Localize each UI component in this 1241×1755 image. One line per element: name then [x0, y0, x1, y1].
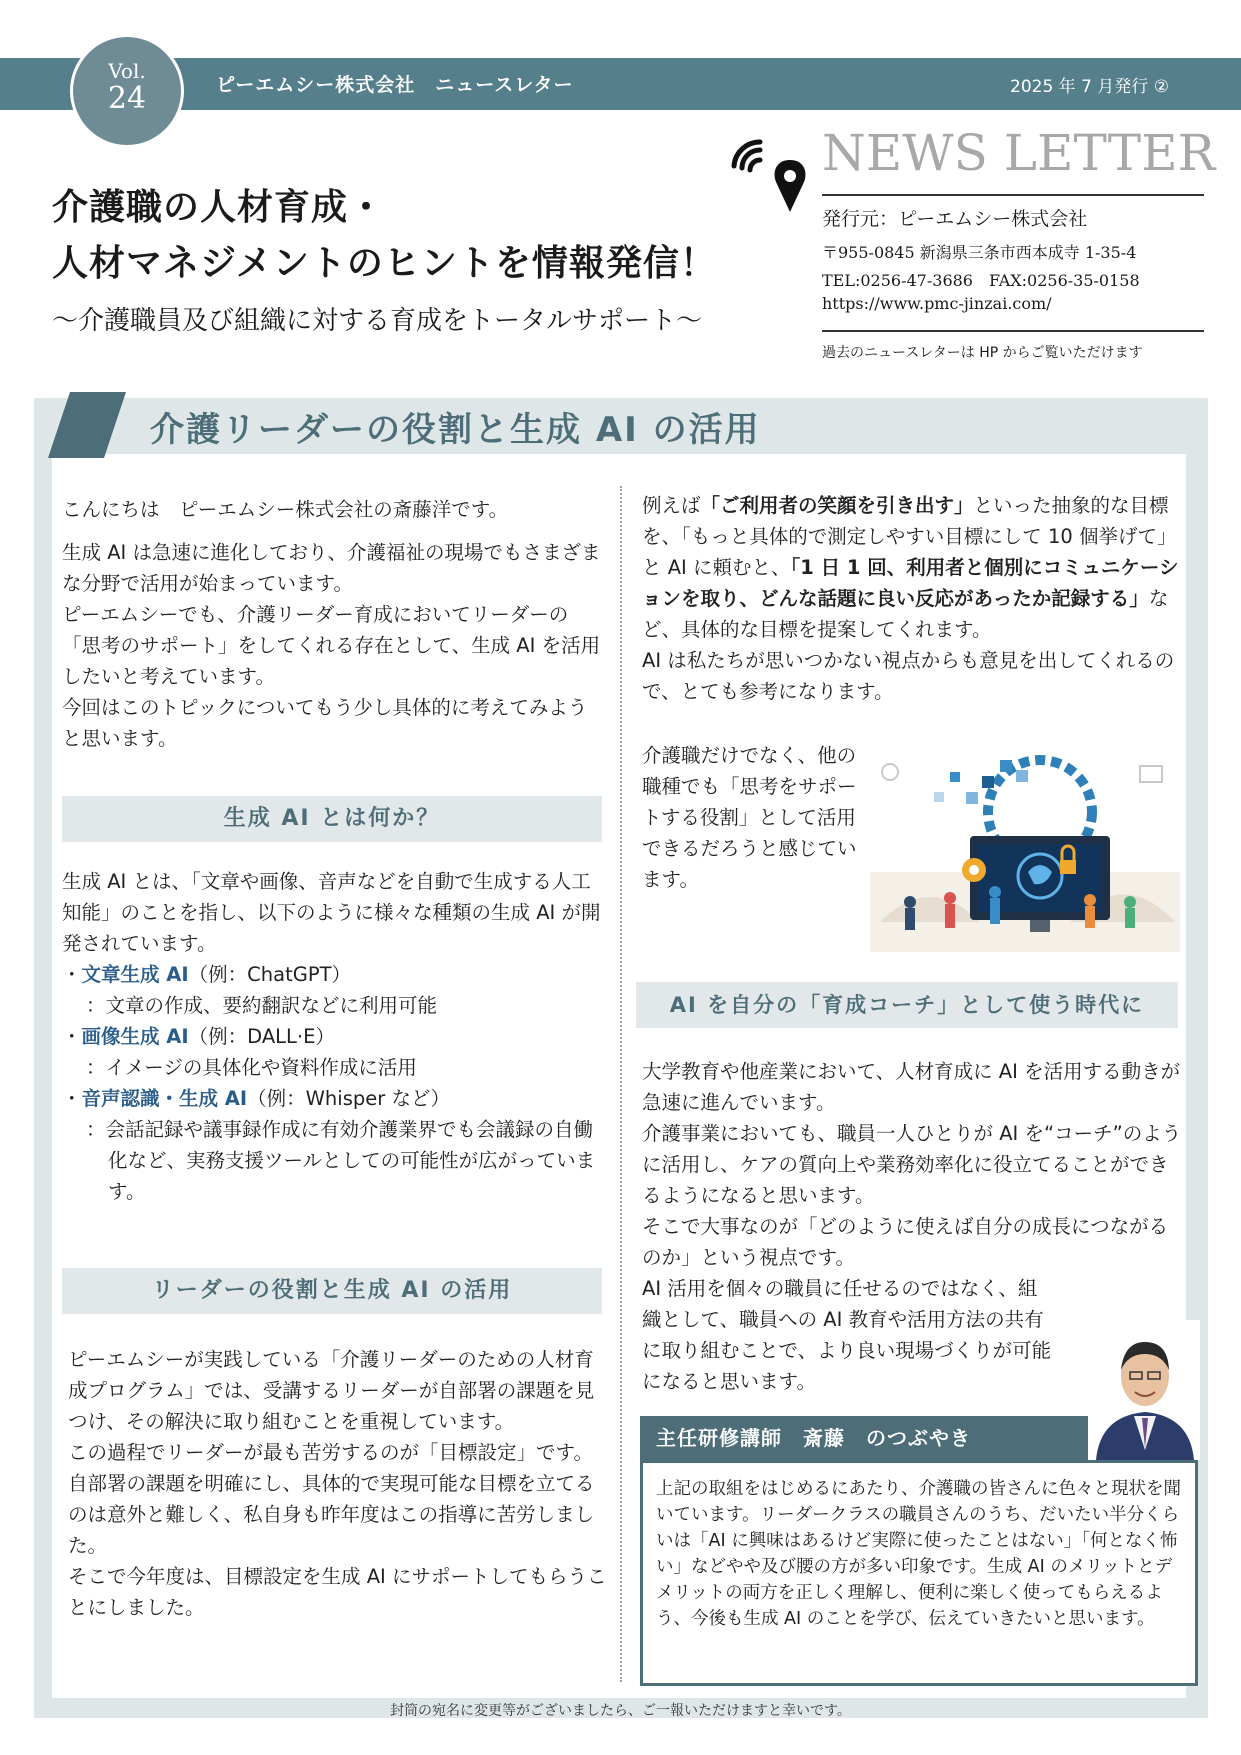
section3-paragraph-2: 介護事業においても、職員一人ひとりが AI を“コーチ”のように活用し、ケアの質向上や業務効率化に役立てることができるようになると思います。: [642, 1122, 1182, 1207]
company-newsletter-title: ピーエムシー株式会社 ニュースレター: [216, 74, 574, 96]
intro-block: [62, 494, 602, 754]
section3-paragraph-3: そこで大事なのが「どのように使えば自分の成長につながるのか」という視点です。: [642, 1215, 1169, 1269]
newsletter-title: NEWS LETTER: [822, 124, 1216, 182]
ai-type-example: （例：Whisper など）: [247, 1087, 450, 1110]
section-heading-ai-coach: AI を自分の「育成コーチ」として使う時代に: [636, 982, 1178, 1028]
main-headline: [52, 180, 717, 292]
publisher: 発行元：ピーエムシー株式会社: [822, 208, 1088, 230]
ai-type-example: （例：DALL·E）: [188, 1025, 335, 1048]
past-issues-note: 過去のニュースレターは HP からご覧いただけます: [822, 345, 1143, 361]
section-heading-what-is-ai: 生成 AI とは何か？: [62, 796, 602, 842]
ai-type-example: （例：ChatGPT）: [188, 963, 352, 986]
bullet: ・: [62, 963, 82, 986]
banner-accent-shape: [48, 392, 126, 458]
article-title: 介護リーダーの役割と生成 AI の活用: [150, 410, 761, 450]
volume-badge: [70, 34, 184, 148]
ai-type-name: 音声認識・生成 AI: [81, 1087, 248, 1110]
headline-line-2: 人材マネジメントのヒントを情報発信！: [52, 243, 717, 284]
newsletter-rule-top: [822, 194, 1204, 196]
section3-paragraph-4: AI 活用を個々の職員に任せるのではなく、組織として、職員への AI 教育や活用方法の共有に取り組むことで、より良い現場づくりが可能になると思います。: [642, 1277, 1052, 1393]
bullet: ・: [62, 1025, 82, 1048]
ai-type-description: ：イメージの具体化や資料作成に活用: [86, 1056, 417, 1079]
tweet-text: 上記の取組をはじめるにあたり、介護職の皆さんに色々と現状を聞いています。リーダークラスの職員さんのうち、だいたい半分くらいは「AI に興味はあるけど実際に使ったことはない」「何となく怖い」などやや及び腰の方が多い印象です。生成 AI のメリットとデメリットの両方を正しく理解し、便利に楽しく使ってもらえるよう、今後も生成 AI のことを学び、伝えていきたいと思います。: [656, 1479, 1181, 1629]
footer-note: 封筒の宛名に変更等がございましたら、ご一報いただけますと幸いです。: [390, 1703, 851, 1719]
goal-example-paragraph: [642, 490, 1182, 645]
wifi-location-icon: [728, 136, 812, 216]
speaker-portrait: [1090, 1320, 1200, 1460]
headline-subline: ～介護職員及び組織に対する育成をトータルサポート～: [52, 306, 703, 336]
section1-body: [62, 866, 602, 1207]
issue-date: 2025 年 7 月発行 ②: [1010, 77, 1169, 97]
intro-greeting: こんにちは ピーエムシー株式会社の斎藤洋です。: [62, 498, 509, 521]
section2-paragraph-1: ピーエムシーが実践している「介護リーダーのための人材育成プログラム」では、受講するリーダーが自部署の課題を見つけ、その解決に取り組むことを重視しています。: [68, 1348, 595, 1433]
list-item: [62, 1083, 602, 1114]
address: 〒955-0845 新潟県三条市西本成寺 1-35-4: [822, 243, 1137, 262]
ai-type-name: 文章生成 AI: [81, 963, 189, 986]
section1-lead: 生成 AI とは、「文章や画像、音声などを自動で生成する人工知能」のことを指し、以下のように様々な種類の生成 AI が開発されています。: [62, 870, 601, 955]
other-jobs-paragraph: 介護職だけでなく、他の職種でも「思考をサポートする役割」として活用できるだろうと感じています。: [642, 744, 857, 891]
ai-type-name: 画像生成 AI: [81, 1025, 189, 1048]
bullet: ・: [62, 1087, 82, 1110]
text-run: といった抽象的な目標を、「もっと具体的で測定しやすい目標にして 10 個挙げて」と AI に頼むと、: [642, 494, 1177, 579]
section-heading-leader-role: リーダーの役割と生成 AI の活用: [62, 1268, 602, 1314]
volume-number: 24: [107, 81, 147, 116]
right-top-body: [642, 490, 1182, 707]
text-run: など、具体的な目標を提案してくれます。: [642, 587, 1169, 641]
tel-fax: TEL:0256-47-3686 FAX:0256-35-0158: [822, 271, 1140, 290]
section2-paragraph-2: この過程でリーダーが最も苦労するのが「目標設定」です。自部署の課題を明確にし、具体的で実現可能な目標を立てるのは意外と難しく、私自身も昨年度はこの指導に苦労しました。: [68, 1441, 595, 1557]
website-url[interactable]: https://www.pmc-jinzai.com/: [822, 294, 1052, 313]
ai-type-description: ：文章の作成、要約翻訳などに利用可能: [86, 994, 438, 1017]
section2-paragraph-3: そこで今年度は、目標設定を生成 AI にサポートしてもらうことにしました。: [68, 1565, 607, 1619]
emphasis-abstract-goal: 「ご利用者の笑顔を引き出す」: [700, 494, 974, 517]
intro-paragraph-2: ピーエムシーでも、介護リーダー育成においてリーダーの「思考のサポート」をしてくれる存在として、生成 AI を活用したいと考えています。: [62, 603, 601, 688]
ai-brain-illustration: [870, 752, 1180, 952]
list-item: [62, 1021, 602, 1052]
tweet-heading: 主任研修講師 斎藤 のつぶやき: [640, 1416, 1088, 1460]
emphasis-concrete-goal: 「1 日 1 回、利用者と個別にコミュニケーションを取り、どんな話題に良い反応があったか記録する」: [642, 556, 1179, 610]
intro-paragraph-1: 生成 AI は急速に進化しており、介護福祉の現場でもさまざまな分野で活用が始まっています。: [62, 541, 601, 595]
ai-perspective-paragraph: AI は私たちが思いつかない視点からも意見を出してくれるので、とても参考になります。: [642, 649, 1175, 703]
volume-label: Vol.: [108, 59, 146, 83]
section2-body: [68, 1344, 608, 1623]
section3-paragraph-1: 大学教育や他産業において、人材育成に AI を活用する動きが急速に進んでいます。: [642, 1060, 1181, 1114]
headline-line-1: 介護職の人材育成・: [52, 187, 386, 228]
list-item: [62, 959, 602, 990]
text-run: 例えば: [642, 494, 701, 517]
column-divider: [620, 486, 622, 1682]
newsletter-rule-bottom: [822, 330, 1204, 332]
ai-type-description: ：会話記録や議事録作成に有効介護業界でも会議録の自働化など、実務支援ツールとしての可能性が広がっています。: [86, 1118, 596, 1203]
intro-paragraph-3: 今回はこのトピックについてもう少し具体的に考えてみようと思います。: [62, 696, 588, 750]
